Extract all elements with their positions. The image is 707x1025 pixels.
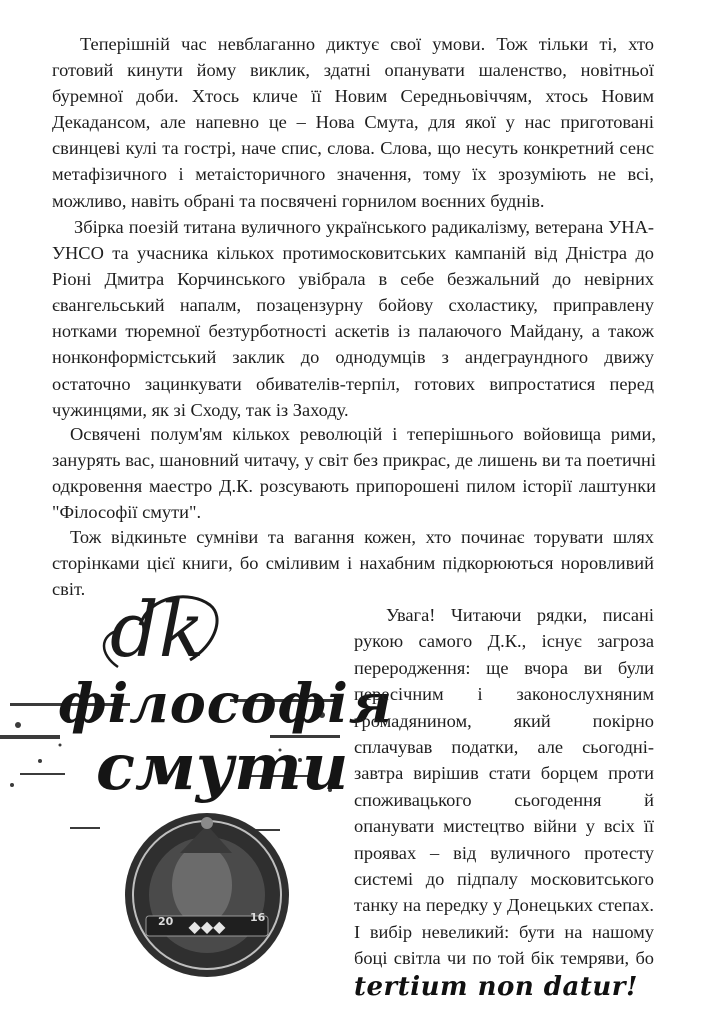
logo-title: філософія	[58, 671, 393, 735]
tertium-non-datur: tertium non datur!	[354, 971, 638, 1002]
paragraph-4: Тож відкиньте сумніви та вагання кожен, хто починає торувати шлях сторінками цієї книги, бо сміливим і нахабним підкорюються норовливий світ.	[52, 527, 654, 600]
paragraph-2: Збірка поезій титана вуличного українського радикалізму, ветерана УНА-УНСО та учасника кількох протимосковитських кампаній від Дністра до Ріоні Дмитра Корчинського увібрала в себе безжальний до невірних євангельський напалм, позацензурну бойову схоластику, приправлену нотками тюремної безтурботності аскетів із палаючого Майдану, а також нонконформістський заклик до однодумців з андеграундного движу остаточно зацинкувати обивателів-терпіл, готових випростатися перед чужинцями, як зі Сходу, так із Заходу.	[52, 217, 654, 420]
svg-text:◆◆◆: ◆◆◆	[188, 917, 226, 936]
paragraph-3: Освячені полум'ям кількох революцій і теперішнього войовища рими, занурять вас, шановний читачу, у світ без прикрас, де лишень ви та поетичні одкровення маестро Д.К. розсувають припорошені пилом історії лаштунки "Філософії смути".	[52, 424, 656, 523]
seal-emblem-icon	[125, 813, 289, 977]
logo-monogram: dk	[110, 585, 205, 674]
book-logo	[0, 585, 393, 1025]
warning-paragraph	[354, 602, 654, 1000]
seal-year-right: 16	[250, 911, 266, 924]
paragraph-1: Теперішній час невблаганно диктує свої умови. Тож тільки ті, хто готовий кинути йому виклик, здатні опанувати шаленство, новітньої буремної доби. Хтось кличе її Новим Середньовіччям, хтось Новим Декадансом, але напевно це – Нова Смута, для якої у нас приготовані свинцеві кулі та гострі, наче спис, слова. Слова, що несуть конкретний сенс метафізичного і метаісторичного значення, тому їх зрозуміють не всі, можливо, навіть обрані та посвячені горнилом воєнних буднів.	[52, 34, 654, 211]
logo-subtitle: смути	[96, 730, 349, 805]
warning-text: Увага! Читаючи рядки, писані рукою самого Д.К., існує загроза переродження: ще вчора ви були пересічним і законослухняним громадянином, який покірно сплачував податки, але сьогодні-завтра вирішив стати борцем проти споживацького сьогодення й опанувати мистецтво війни у всіх її проявах – від вуличного протесту системі до підпалу московитського танку на передку у Донецьких степах. І вибір невеликий: бути на нашому боці світла чи по той бік темряви, бо	[354, 605, 654, 969]
seal-year-left: 20	[158, 915, 174, 928]
